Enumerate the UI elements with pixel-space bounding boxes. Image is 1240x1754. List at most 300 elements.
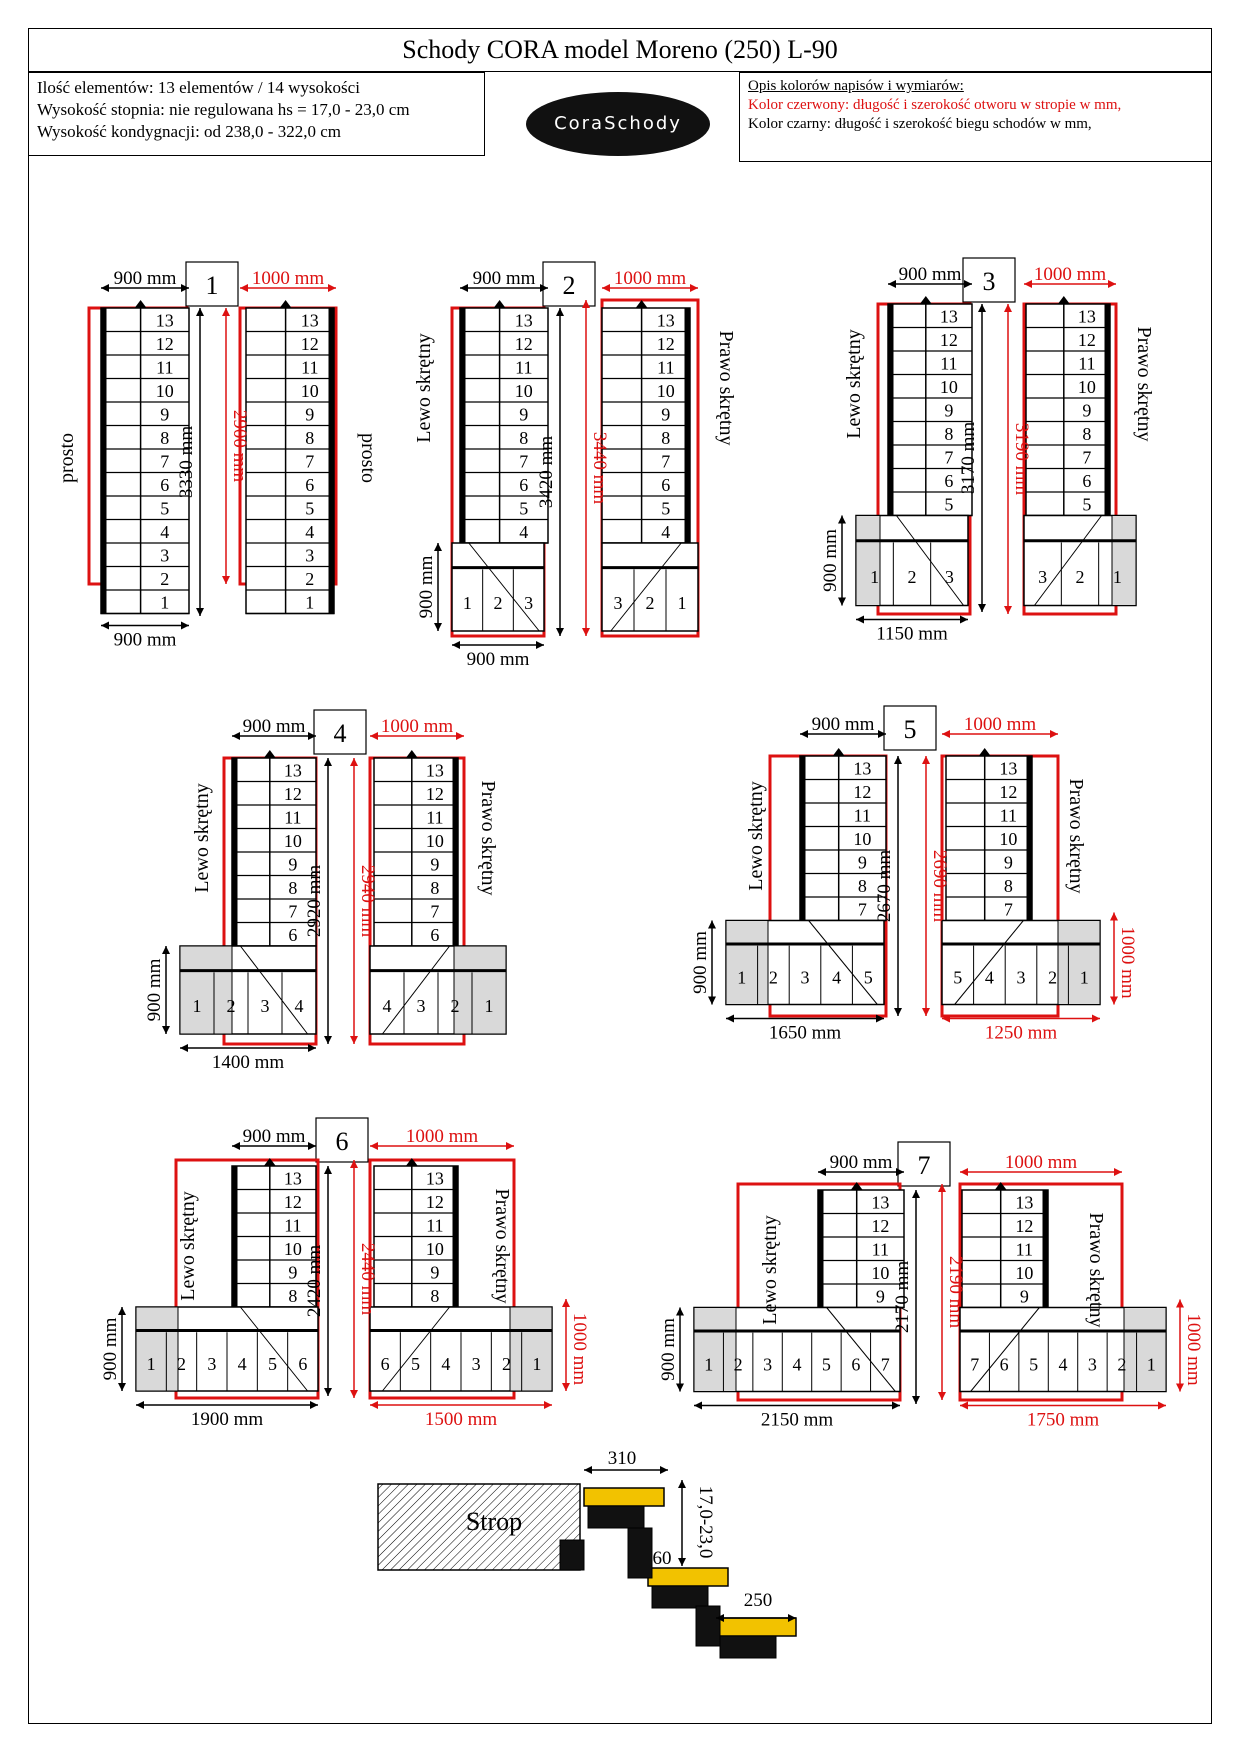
winder-number: 1	[532, 1354, 542, 1374]
step-number: 8	[1082, 423, 1092, 444]
bottom-dim-black-head-left	[136, 1401, 144, 1409]
info-floor-height: Wysokość kondygnacji: od 238,0 - 322,0 cm	[37, 122, 341, 141]
bottom-dim-red-head-left	[960, 1402, 968, 1410]
step-number: 12	[283, 1191, 302, 1212]
label-left: Lewo skrętny	[759, 1215, 781, 1325]
length-dim-black-head-top	[196, 308, 204, 316]
step-number: 11	[515, 357, 533, 378]
step-number: 3	[305, 545, 315, 566]
winder-number: 3	[524, 593, 534, 613]
step-number: 6	[288, 924, 298, 945]
label-left: Lewo skrętny	[843, 329, 865, 439]
bottom-dim-black-head-left	[180, 1044, 188, 1052]
bottom-dim-black-head-right	[181, 622, 189, 630]
step-number: 5	[944, 494, 954, 515]
winder-number: 5	[1029, 1354, 1039, 1375]
step-number: 8	[288, 1285, 298, 1306]
width-red-label: 1000 mm	[1004, 1152, 1078, 1173]
side-dim-black-head-top	[118, 1307, 126, 1315]
plan-undefined	[56, 262, 379, 651]
length-dim-red-head-bottom	[938, 1392, 946, 1400]
side-dim-red-head-top	[1176, 1300, 1184, 1308]
width-dim-black-head-left	[232, 1142, 240, 1150]
existing-floor-right	[510, 1307, 552, 1391]
winder-number: 3	[763, 1354, 773, 1375]
winder-number: 4	[792, 1354, 802, 1375]
length-red-label: 2940 mm	[357, 864, 378, 938]
side-black-label: 900 mm	[416, 555, 437, 619]
winder-number: 6	[999, 1354, 1009, 1375]
length-dim-red-head-bottom	[350, 1390, 358, 1398]
step-number: 10	[155, 380, 174, 401]
label-right: Prawo skrętny	[477, 780, 499, 896]
step-number: 7	[288, 901, 298, 922]
length-dim-black-head-top	[556, 308, 564, 316]
step-number: 10	[425, 830, 444, 851]
side-dim-black-head-top	[708, 921, 716, 929]
length-black-label: 2420 mm	[304, 1244, 325, 1318]
step-number: 8	[1003, 875, 1013, 896]
step-number: 8	[519, 427, 529, 448]
step-number: 7	[661, 451, 671, 472]
step-number: 12	[155, 333, 174, 354]
side-red-label: 1000 mm	[569, 1312, 590, 1386]
existing-floor-right	[454, 946, 506, 1034]
length-black-label: 2920 mm	[304, 864, 325, 938]
width-dim-black-head-right	[308, 1142, 316, 1150]
step-number: 10	[871, 1262, 890, 1283]
side-dim-red-head-bottom	[1110, 997, 1118, 1005]
legend-red-line: Kolor czerwony: długość i szerokość otworu w stropie w mm,	[748, 97, 1122, 113]
legend-black-line: Kolor czarny: długość i szerokość biegu schodów w mm,	[748, 116, 1092, 132]
label-left: Lewo skrętny	[191, 783, 213, 893]
step-number: 1	[305, 592, 315, 613]
existing-floor-left	[726, 921, 768, 1005]
tread	[648, 1568, 728, 1586]
tread-depth-dim-head-right	[660, 1466, 668, 1474]
width-dim-black-head-left	[818, 1168, 826, 1176]
plan-undefined	[413, 262, 737, 670]
winder-number: 7	[880, 1354, 890, 1375]
bottom-dim-red-head-right	[1158, 1402, 1166, 1410]
step-number: 6	[1082, 470, 1092, 491]
tread-support	[720, 1636, 776, 1658]
step-number: 13	[425, 1168, 444, 1189]
winder-number: 3	[207, 1354, 217, 1374]
step-number: 11	[426, 807, 444, 828]
winder-number: 6	[298, 1354, 308, 1374]
existing-floor-left	[136, 1307, 178, 1391]
info-elements: Ilość elementów: 13 elementów / 14 wysokości	[37, 78, 360, 97]
legend-header: Opis kolorów napisów i wymiarów:	[748, 78, 964, 94]
side-dim-red-head-top	[1110, 913, 1118, 921]
plan-number: 3	[982, 267, 996, 296]
bottom-dim-black-head-right	[892, 1402, 900, 1410]
winder-number: 3	[1087, 1354, 1097, 1375]
step-number: 12	[853, 781, 872, 802]
step-number: 9	[305, 404, 315, 425]
length-black-label: 2670 mm	[874, 849, 895, 923]
step-number: 9	[875, 1286, 885, 1307]
length-black-label: 3420 mm	[536, 435, 557, 509]
winder-number: 2	[1048, 967, 1058, 988]
length-dim-red-head-bottom	[1004, 606, 1012, 614]
flight-outline	[962, 1190, 1048, 1308]
width-dim-red-head-left	[370, 732, 378, 740]
winder-number: 1	[1146, 1354, 1156, 1375]
step-number: 12	[999, 781, 1018, 802]
tread-depth-dim-head-left	[584, 1466, 592, 1474]
step-number: 10	[1015, 1262, 1034, 1283]
length-dim-black-head-bottom	[978, 604, 986, 612]
side-dim-red-head-bottom	[1176, 1384, 1184, 1392]
step-number: 13	[300, 310, 319, 331]
length-black-label: 3170 mm	[958, 421, 979, 495]
step-height-label: 17,0-23,0	[695, 1485, 716, 1559]
winder-number: 3	[260, 996, 270, 1016]
bottom-dim-black-head-left	[856, 616, 864, 624]
side-dim-black-head-bottom	[162, 1026, 170, 1034]
winder-number: 5	[953, 967, 963, 988]
step-number: 13	[871, 1192, 890, 1213]
step-number: 11	[853, 805, 872, 826]
bottom-dim-black-head-right	[536, 641, 544, 649]
step-number: 9	[430, 854, 440, 875]
winder-number: 3	[1038, 567, 1048, 587]
width-black-label: 900 mm	[898, 264, 962, 285]
bottom-dim-black-head-left	[101, 622, 109, 630]
step-number: 12	[425, 783, 444, 804]
width-red-label: 1000 mm	[251, 268, 325, 289]
step-number: 10	[300, 380, 319, 401]
bottom-black-label: 2150 mm	[760, 1409, 834, 1431]
winder-number: 2	[1117, 1354, 1127, 1375]
width-black-label: 900 mm	[811, 714, 875, 735]
side-black-label: 900 mm	[820, 529, 841, 592]
step-number: 9	[288, 1262, 298, 1283]
winder-number: 4	[1058, 1354, 1068, 1375]
winder-number: 2	[733, 1354, 743, 1375]
side-dim-red-head-top	[562, 1299, 570, 1307]
length-dim-red-head-bottom	[582, 628, 590, 636]
step-number: 11	[284, 1215, 302, 1236]
bottom-black-label: 1650 mm	[768, 1022, 842, 1044]
bottom-red-label: 1500 mm	[424, 1409, 498, 1430]
width-dim-red-head-right	[1108, 280, 1116, 288]
step-number: 8	[430, 1285, 440, 1306]
top-marker	[920, 296, 932, 304]
step-number: 12	[939, 329, 958, 350]
width-dim-red-head-left	[1024, 280, 1032, 288]
step-number: 11	[940, 353, 958, 374]
side-black-label: 900 mm	[100, 1317, 121, 1381]
winder-number: 2	[768, 967, 778, 988]
side-dim-black-head-top	[838, 516, 846, 524]
step-number: 8	[430, 877, 440, 898]
step-number: 6	[160, 474, 170, 495]
step-number: 11	[657, 357, 675, 378]
step-number: 6	[430, 924, 440, 945]
step-number: 6	[661, 474, 671, 495]
winder-number: 4	[832, 967, 842, 988]
length-red-label: 2900 mm	[229, 409, 250, 483]
step-number: 12	[283, 783, 302, 804]
winder-number: 6	[380, 1354, 390, 1374]
step-number: 8	[944, 423, 954, 444]
width-dim-red-head-left	[370, 1142, 378, 1150]
length-dim-black-head-bottom	[324, 1388, 332, 1396]
brand-logo: CoraSchody	[526, 92, 710, 156]
winder-number: 1	[1079, 967, 1089, 988]
step-number: 9	[1003, 852, 1013, 873]
step-number: 3	[160, 545, 170, 566]
winder-number: 5	[863, 967, 873, 988]
winder-left	[452, 543, 544, 631]
winder-number: 3	[1016, 967, 1026, 988]
winder-number: 2	[645, 593, 655, 613]
label-right: Prawo skrętny	[1065, 778, 1087, 894]
side-dim-black-head-bottom	[838, 598, 846, 606]
top-marker	[1058, 296, 1070, 304]
step-number: 10	[514, 380, 533, 401]
width-dim-black-head-left	[460, 284, 468, 292]
step-number: 12	[425, 1191, 444, 1212]
step-number: 12	[1077, 329, 1096, 350]
step-number: 10	[283, 1238, 302, 1259]
step-number: 7	[1082, 447, 1092, 468]
step-number: 2	[305, 568, 315, 589]
width-dim-red-head-right	[1114, 1168, 1122, 1176]
step-number: 9	[857, 852, 867, 873]
winder-number: 1	[462, 593, 472, 613]
winder-number: 1	[870, 567, 880, 587]
step-height-dim-head-bottom	[678, 1558, 686, 1566]
length-dim-black-head-bottom	[912, 1396, 920, 1404]
winder-number: 1	[146, 1354, 156, 1374]
winder-right	[602, 543, 698, 631]
winder-number: 3	[944, 567, 954, 587]
winder-number: 2	[450, 996, 460, 1016]
existing-floor-left	[694, 1308, 736, 1392]
length-dim-red-head-top	[222, 308, 230, 316]
step-number: 11	[999, 805, 1018, 826]
width-dim-red-head-left	[942, 730, 950, 738]
winder-number: 7	[970, 1354, 980, 1375]
flight-outline	[946, 756, 1032, 921]
flight-outline	[246, 308, 334, 614]
label-right: prosto	[357, 433, 379, 483]
bottom-black-label: 900 mm	[466, 649, 530, 670]
step-number: 13	[656, 310, 675, 331]
step-number: 8	[305, 427, 315, 448]
step-number: 6	[519, 474, 529, 495]
step-number: 5	[305, 498, 315, 519]
step-number: 13	[939, 306, 958, 327]
step-number: 11	[426, 1215, 444, 1236]
label-right: Prawo skrętny	[491, 1188, 513, 1304]
overlap-label: 60	[652, 1548, 672, 1569]
step-number: 5	[160, 498, 170, 519]
step-number: 12	[871, 1215, 890, 1236]
length-dim-black-head-top	[978, 304, 986, 312]
bottom-dim-black-head-left	[726, 1015, 734, 1023]
bottom-black-label: 1400 mm	[211, 1052, 285, 1073]
going-label: 250	[743, 1590, 773, 1611]
step-number: 5	[1082, 494, 1092, 515]
label-left: Lewo skrętny	[177, 1191, 199, 1301]
winder-number: 3	[416, 996, 426, 1016]
winder-number: 3	[613, 593, 623, 613]
step-number: 8	[288, 877, 298, 898]
top-marker	[406, 750, 418, 758]
winder-number: 6	[851, 1354, 861, 1375]
side-red-label: 1000 mm	[1117, 926, 1138, 999]
winder-number: 2	[502, 1354, 511, 1374]
width-red-label: 1000 mm	[405, 1126, 479, 1147]
label-left: Lewo skrętny	[745, 781, 767, 891]
top-marker	[979, 748, 991, 756]
bottom-black-label: 1900 mm	[190, 1409, 264, 1430]
width-dim-red-head-right	[456, 732, 464, 740]
step-number: 13	[425, 760, 444, 781]
width-black-label: 900 mm	[113, 268, 177, 289]
plan-number: 5	[903, 715, 917, 744]
step-number: 12	[514, 333, 533, 354]
winder-number: 2	[493, 593, 503, 613]
width-black-label: 900 mm	[472, 268, 536, 289]
winder-number: 5	[821, 1354, 831, 1375]
step-number: 10	[656, 380, 675, 401]
step-number: 11	[1015, 1239, 1034, 1260]
slab-label: Strop	[465, 1507, 523, 1536]
step-height-dim-head-top	[678, 1480, 686, 1488]
bottom-black-label: 1150 mm	[876, 623, 948, 645]
winder-number: 3	[800, 967, 810, 988]
existing-floor-left	[180, 946, 232, 1034]
length-dim-black-head-top	[324, 1166, 332, 1174]
step-number: 7	[857, 899, 867, 920]
winder-number: 4	[382, 996, 392, 1016]
width-dim-black-head-left	[800, 730, 808, 738]
width-dim-red-head-right	[690, 284, 698, 292]
plan-undefined	[100, 1118, 590, 1430]
winder-number: 4	[294, 996, 304, 1016]
post	[628, 1528, 652, 1578]
length-dim-black-head-bottom	[894, 1008, 902, 1016]
winder-number: 5	[411, 1354, 420, 1374]
tread	[584, 1488, 664, 1506]
width-dim-red-head-left	[960, 1168, 968, 1176]
step-number: 12	[656, 333, 675, 354]
step-number: 10	[1077, 376, 1096, 397]
step-number: 13	[155, 310, 174, 331]
step-section-detail	[378, 1448, 796, 1658]
step-number: 6	[944, 470, 954, 491]
length-red-label: 2440 mm	[357, 1242, 378, 1316]
winder-number: 3	[471, 1354, 481, 1374]
width-dim-black-head-left	[232, 732, 240, 740]
width-red-label: 1000 mm	[963, 714, 1037, 735]
length-dim-black-head-top	[912, 1190, 920, 1198]
step-number: 9	[160, 404, 170, 425]
winder-number: 2	[177, 1354, 186, 1374]
label-right: Prawo skrętny	[1085, 1212, 1107, 1328]
winder-number: 1	[192, 996, 202, 1016]
length-dim-red-head-top	[1004, 304, 1012, 312]
step-number: 4	[160, 521, 170, 542]
label-right: Prawo skrętny	[715, 330, 737, 446]
side-dim-black-head-top	[676, 1308, 684, 1316]
step-number: 4	[519, 521, 529, 542]
winder-number: 2	[907, 567, 917, 587]
step-number: 10	[853, 828, 872, 849]
step-number: 7	[1003, 899, 1013, 920]
width-dim-red-head-left	[602, 284, 610, 292]
plan-number: 4	[333, 719, 347, 748]
side-dim-black-head-bottom	[676, 1384, 684, 1392]
plan-number: 7	[917, 1151, 931, 1180]
step-number: 11	[871, 1239, 890, 1260]
step-number: 10	[939, 376, 958, 397]
side-dim-black-head-bottom	[708, 997, 716, 1005]
top-marker	[280, 300, 292, 308]
top-marker	[833, 748, 845, 756]
bottom-dim-red-head-left	[370, 1401, 378, 1409]
info-step-height: Wysokość stopnia: nie regulowana hs = 17,0 - 23,0 cm	[37, 100, 410, 119]
width-dim-red-head-left	[240, 284, 248, 292]
width-black-label: 900 mm	[242, 1126, 306, 1147]
length-dim-black-head-top	[894, 756, 902, 764]
existing-floor-right	[1058, 921, 1100, 1005]
step-number: 13	[999, 758, 1018, 779]
length-dim-red-head-bottom	[922, 1008, 930, 1016]
step-number: 7	[430, 901, 440, 922]
step-number: 4	[661, 521, 671, 542]
width-black-label: 900 mm	[242, 716, 306, 737]
bottom-dim-red-head-right	[1092, 1015, 1100, 1023]
winder-number: 1	[704, 1354, 714, 1375]
length-dim-black-head-bottom	[556, 628, 564, 636]
length-red-label: 3440 mm	[589, 431, 610, 505]
winder-number: 4	[984, 967, 994, 988]
step-number: 12	[1015, 1215, 1034, 1236]
length-dim-black-head-bottom	[196, 608, 204, 616]
step-number: 8	[661, 427, 671, 448]
page-title: Schody CORA model Moreno (250) L-90	[28, 28, 1212, 72]
step-number: 13	[283, 1168, 302, 1189]
winder-number: 1	[484, 996, 494, 1016]
step-number: 5	[661, 498, 671, 519]
width-red-label: 1000 mm	[613, 268, 687, 289]
side-dim-black-head-bottom	[118, 1383, 126, 1391]
winder-number: 1	[677, 593, 687, 613]
step-number: 7	[305, 451, 315, 472]
step-number: 8	[857, 875, 867, 896]
side-dim-black-head-bottom	[434, 623, 442, 631]
side-black-label: 900 mm	[658, 1318, 679, 1381]
bottom-dim-black-head-left	[694, 1402, 702, 1410]
label-right: Prawo skrętny	[1133, 326, 1155, 442]
step-number: 11	[156, 357, 174, 378]
step-number: 12	[300, 333, 319, 354]
step-number: 13	[1077, 306, 1096, 327]
winder-number: 5	[268, 1354, 277, 1374]
step-number: 7	[519, 451, 529, 472]
step-number: 8	[160, 427, 170, 448]
step-number: 1	[160, 592, 170, 613]
bottom-dim-red-head-right	[544, 1401, 552, 1409]
step-number: 11	[1078, 353, 1096, 374]
